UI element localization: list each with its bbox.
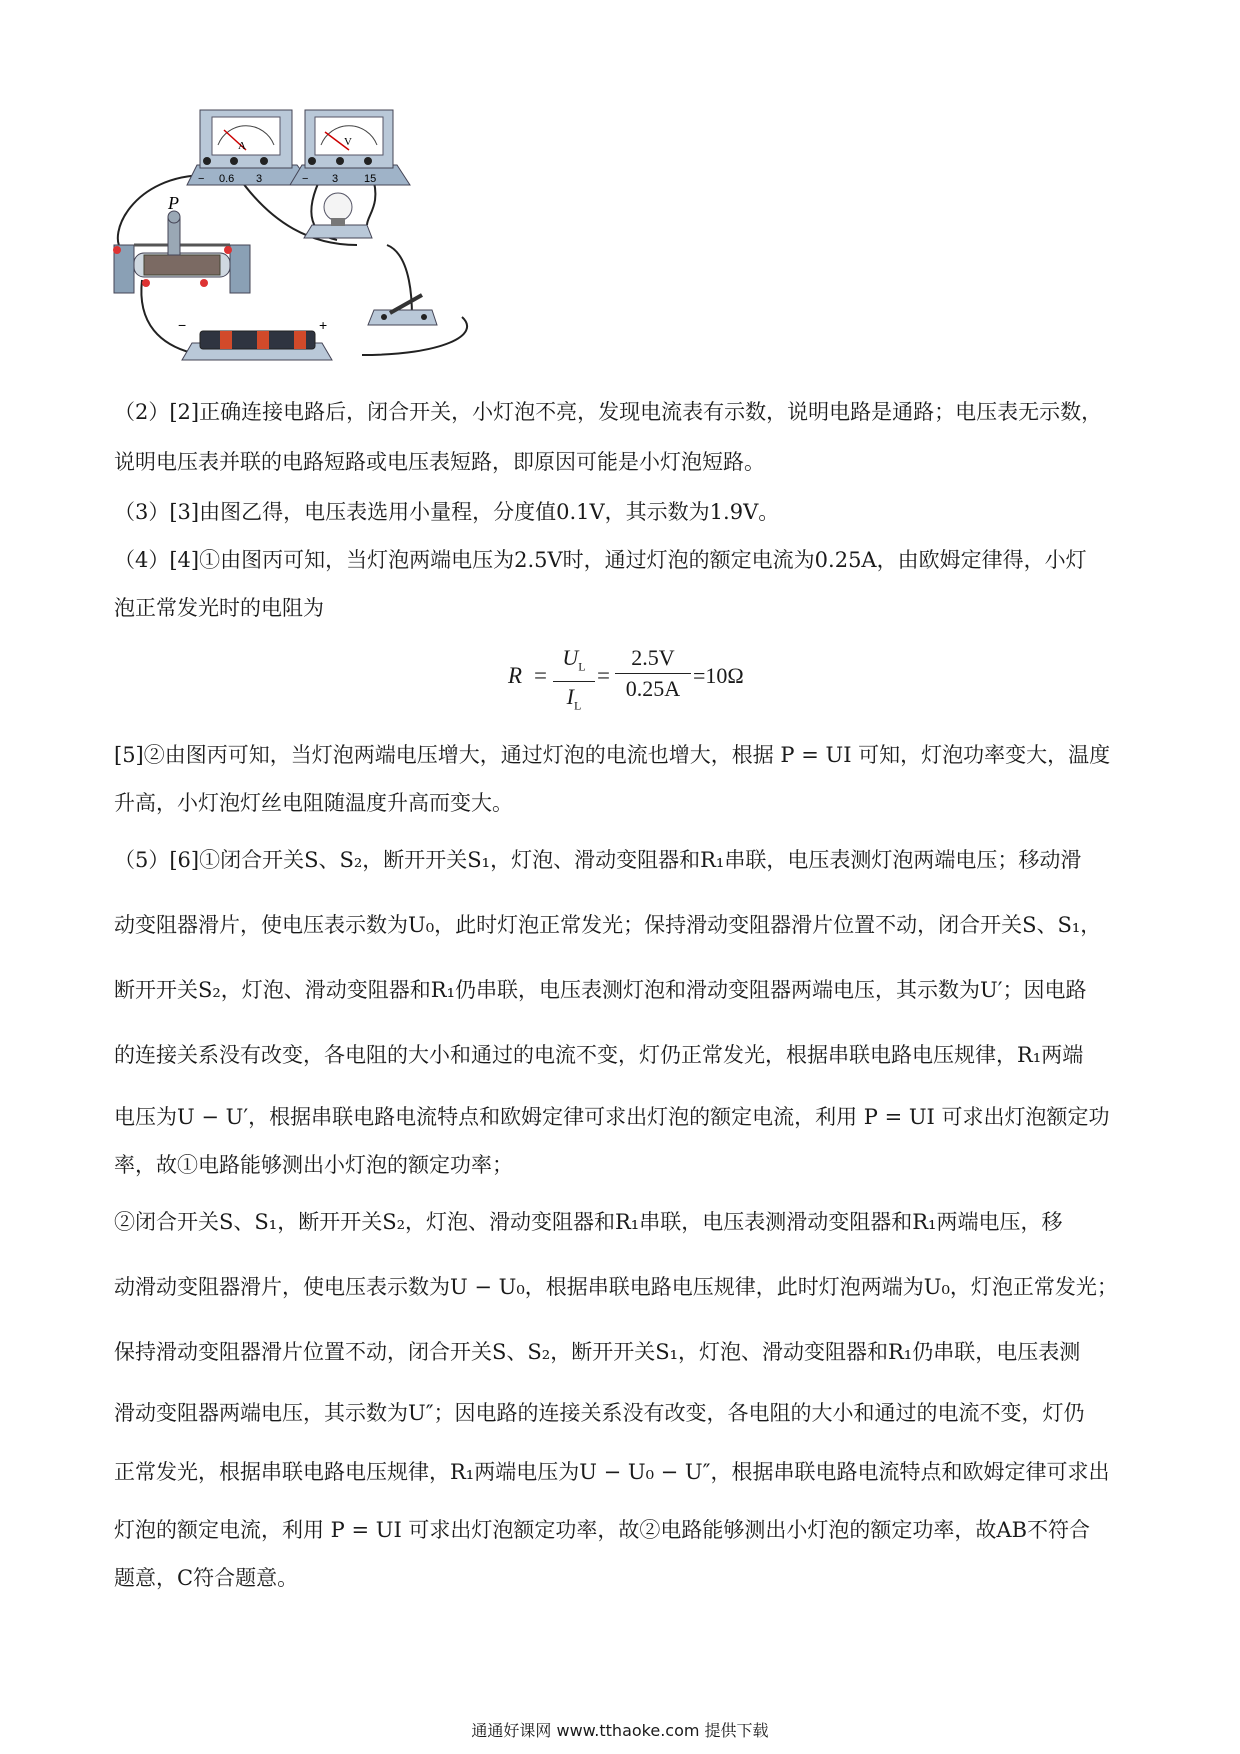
formula-equals: =	[534, 663, 547, 688]
formula-num-sub: L	[578, 659, 586, 674]
ammeter-terminal-0.6: 0.6	[219, 173, 235, 185]
text-line: （2）[2]正确连接电路后，闭合开关，小灯泡不亮，发现电流表有示数，说明电路是通路；电压表无示数，	[114, 400, 1103, 424]
battery-pack	[178, 317, 332, 360]
battery-plus-label: +	[319, 317, 328, 333]
ammeter-terminal-minus: −	[198, 173, 205, 185]
text-line: 灯泡的额定电流，利用 P = UI 可求出灯泡额定功率，故②电路能够测出小灯泡的额定功率，故AB不符合	[114, 1518, 1091, 1542]
page-footer: 通通好课网 www.tthaoke.com 提供下载	[471, 1721, 769, 1740]
formula-result: =10Ω	[693, 663, 744, 688]
battery-minus-label: −	[178, 317, 187, 333]
sliding-rheostat	[113, 193, 250, 293]
circuit-diagram	[112, 105, 492, 375]
text-line: ②闭合开关S、S₁，断开开关S₂，灯泡、滑动变阻器和R₁串联，电压表测滑动变阻器和R₁两端电压，移	[114, 1210, 1063, 1234]
text-line: [5]②由图丙可知，当灯泡两端电压增大，通过灯泡的电流也增大，根据 P = UI 可知，灯泡功率变大，温度	[114, 743, 1111, 767]
voltmeter-symbol: V	[344, 136, 352, 148]
ammeter	[187, 110, 312, 185]
formula-den-value: 0.25A	[625, 676, 681, 701]
voltmeter	[290, 110, 410, 185]
text-line: （5）[6]①闭合开关S、S₂，断开开关S₁，灯泡、滑动变阻器和R₁串联，电压表测灯泡两端电压；移动滑	[114, 848, 1082, 872]
text-line: 题意，C符合题意。	[114, 1566, 299, 1590]
formula-num-u: U	[562, 645, 579, 670]
text-line: 升高，小灯泡灯丝电阻随温度升高而变大。	[114, 791, 513, 815]
resistance-formula	[500, 640, 760, 720]
formula-fraction-numeric	[615, 644, 691, 703]
switch	[368, 295, 437, 325]
text-line: 说明电压表并联的电路短路或电压表短路，即原因可能是小灯泡短路。	[114, 450, 765, 474]
text-line: 动变阻器滑片，使电压表示数为U₀，此时灯泡正常发光；保持滑动变阻器滑片位置不动，闭合开关S、S₁，	[114, 913, 1102, 937]
formula-fraction-symbolic	[553, 644, 595, 720]
voltmeter-terminal-minus: −	[302, 173, 309, 185]
light-bulb	[304, 193, 372, 238]
formula-lhs: R	[508, 663, 523, 688]
text-line: （3）[3]由图乙得，电压表选用小量程，分度值0.1V，其示数为1.9V。	[114, 500, 780, 524]
text-line: 正常发光，根据串联电路电压规律，R₁两端电压为U − U₀ − U″，根据串联电路电流特点和欧姆定律可求出	[114, 1460, 1110, 1484]
text-line: 滑动变阻器两端电压，其示数为U″；因电路的连接关系没有改变，各电阻的大小和通过的电流不变，灯仍	[114, 1401, 1085, 1425]
formula-equals-2: =	[597, 663, 610, 688]
ammeter-symbol: A	[238, 140, 246, 152]
text-line: 断开开关S₂，灯泡、滑动变阻器和R₁仍串联，电压表测灯泡和滑动变阻器两端电压，其示数为U′；因电路	[114, 978, 1087, 1002]
voltmeter-terminal-3: 3	[332, 173, 339, 185]
voltmeter-terminal-15: 15	[364, 173, 377, 185]
text-line: 动滑动变阻器滑片，使电压表示数为U − U₀，根据串联电路电压规律，此时灯泡两端为U₀，灯泡正常发光；	[114, 1275, 1118, 1299]
text-line: 率，故①电路能够测出小灯泡的额定功率；	[114, 1153, 513, 1177]
formula-num-value: 2.5V	[631, 645, 675, 670]
text-line: （4）[4]①由图丙可知，当灯泡两端电压为2.5V时，通过灯泡的额定电流为0.25A，由欧姆定律得，小灯	[114, 548, 1087, 572]
text-line: 泡正常发光时的电阻为	[114, 596, 324, 620]
slider-label: P	[168, 193, 179, 213]
formula-den-sub: L	[573, 698, 582, 713]
text-line: 保持滑动变阻器滑片位置不动，闭合开关S、S₂，断开开关S₁，灯泡、滑动变阻器和R₁仍串联，电压表测	[114, 1340, 1081, 1364]
ammeter-terminal-3: 3	[256, 173, 263, 185]
formula-den-i: I	[566, 684, 574, 710]
text-line: 电压为U − U′，根据串联电路电流特点和欧姆定律可求出灯泡的额定电流，利用 P = UI 可求出灯泡额定功	[114, 1105, 1110, 1129]
text-line: 的连接关系没有改变，各电阻的大小和通过的电流不变，灯仍正常发光，根据串联电路电压规律，R₁两端	[114, 1043, 1084, 1067]
